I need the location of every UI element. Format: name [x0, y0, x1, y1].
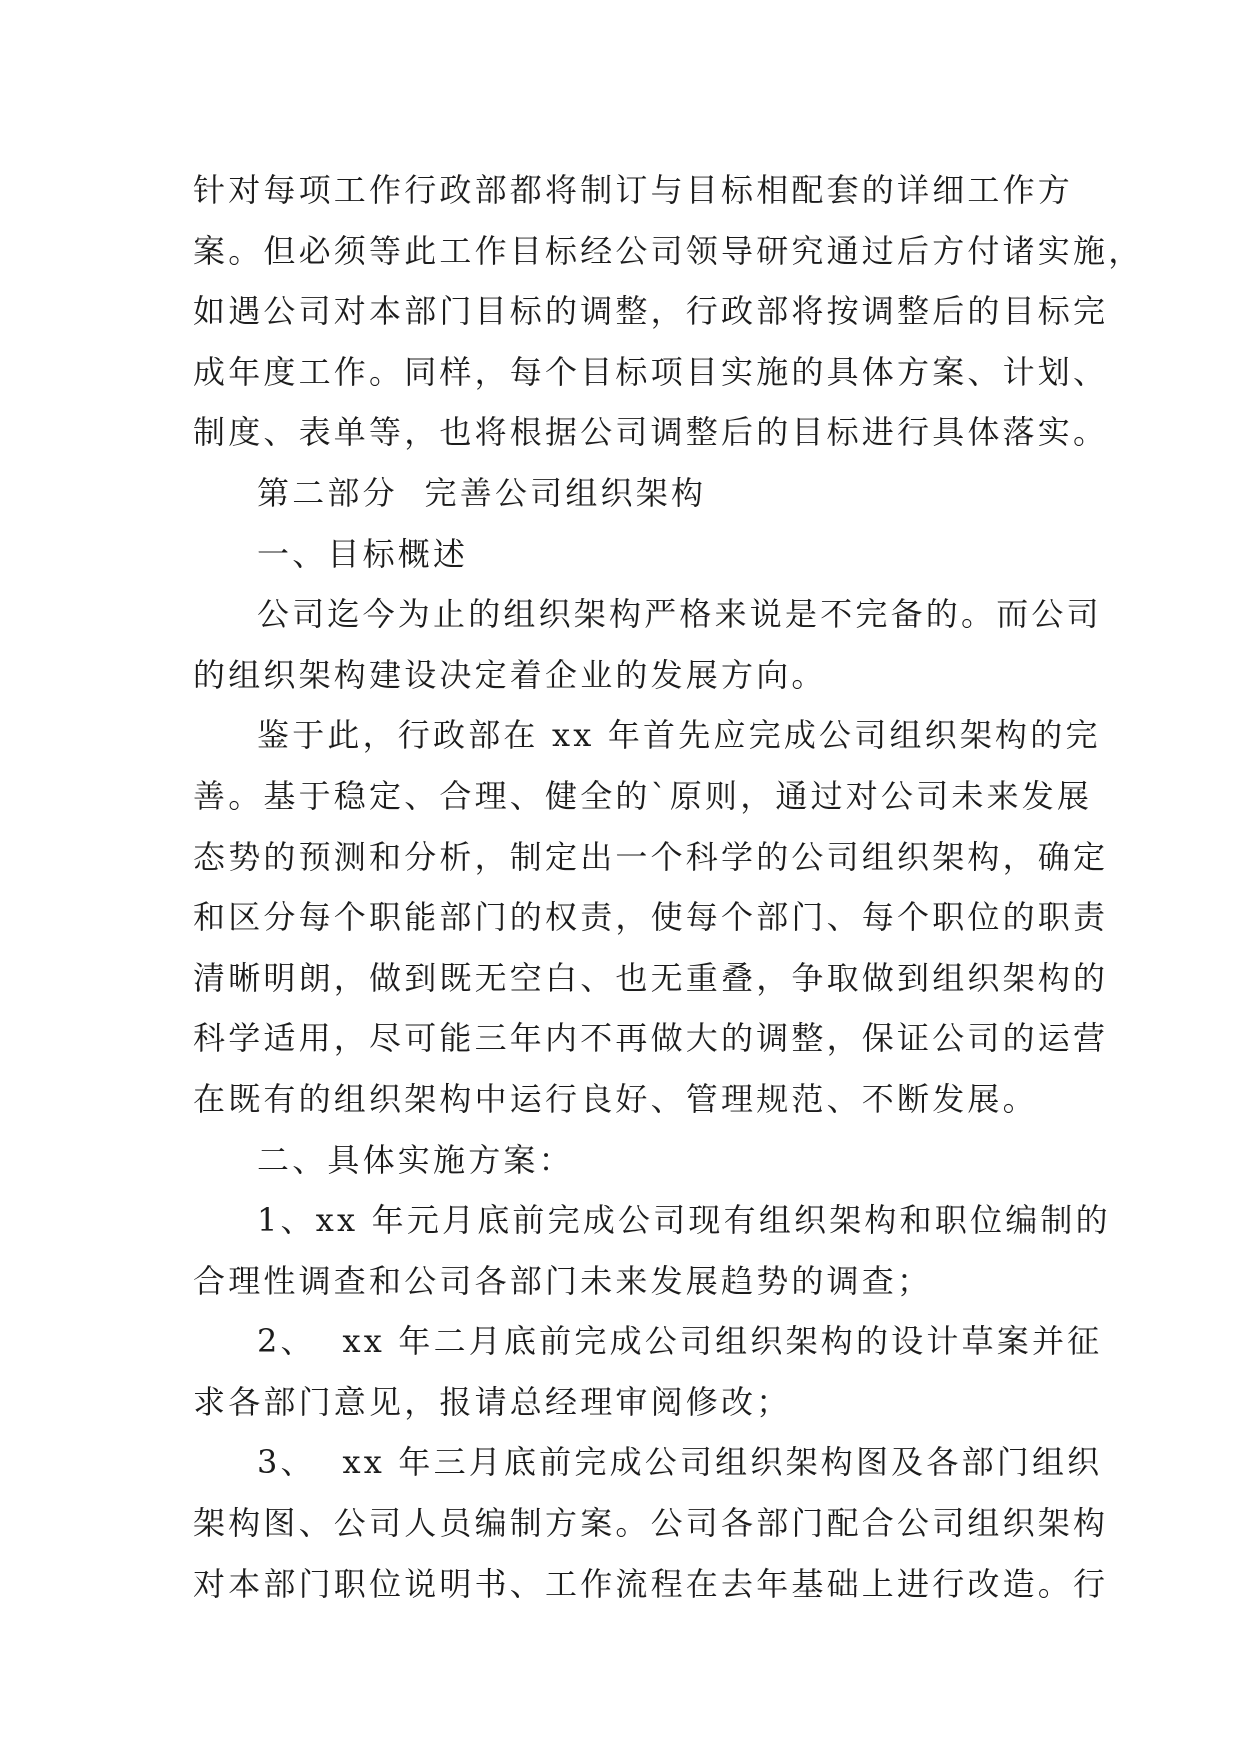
document-body — [193, 160, 1144, 1614]
text-line: 的组织架构建设决定着企业的发展方向。 — [193, 655, 827, 694]
text-line: 案。但必须等此工作目标经公司领导研究通过后方付诸实施， — [193, 231, 1144, 270]
list-item-line: 2、 xx 年二月底前完成公司组织架构的设计草案并征 — [257, 1322, 1103, 1361]
text-line: 清晰明朗，做到既无空白、也无重叠，争取做到组织架构的 — [193, 958, 1109, 997]
text-line: 求各部门意见，报请总经理审阅修改； — [193, 1382, 792, 1421]
text-line: 架构图、公司人员编制方案。公司各部门配合公司组织架构 — [193, 1504, 1109, 1543]
text-line: 鉴于此，行政部在 xx 年首先应完成公司组织架构的完 — [257, 716, 1101, 755]
text-line: 成年度工作。同样，每个目标项目实施的具体方案、计划、 — [193, 352, 1109, 391]
text-line: 在既有的组织架构中运行良好、管理规范、不断发展。 — [193, 1079, 1038, 1118]
text-line: 如遇公司对本部门目标的调整，行政部将按调整后的目标完 — [193, 292, 1109, 331]
text-line: 合理性调查和公司各部门未来发展趋势的调查； — [193, 1261, 933, 1300]
text-line: 善。基于稳定、合理、健全的`原则，通过对公司未来发展 — [193, 776, 1093, 815]
subsection-heading: 二、具体实施方案： — [257, 1140, 574, 1179]
subsection-heading: 一、目标概述 — [257, 534, 469, 573]
text-line: 对本部门职位说明书、工作流程在去年基础上进行改造。行 — [193, 1564, 1109, 1603]
text-line: 科学适用，尽可能三年内不再做大的调整，保证公司的运营 — [193, 1019, 1109, 1058]
text-line: 和区分每个职能部门的权责，使每个部门、每个职位的职责 — [193, 898, 1109, 937]
list-item-line: 1、xx 年元月底前完成公司现有组织架构和职位编制的 — [257, 1201, 1111, 1240]
section-heading: 第二部分 完善公司组织架构 — [257, 473, 707, 512]
text-line: 态势的预测和分析，制定出一个科学的公司组织架构，确定 — [193, 837, 1109, 876]
text-line: 针对每项工作行政部都将制订与目标相配套的详细工作方 — [193, 171, 1074, 209]
list-item-line: 3、 xx 年三月底前完成公司组织架构图及各部门组织 — [257, 1443, 1103, 1482]
text-line: 公司迄今为止的组织架构严格来说是不完备的。而公司 — [257, 595, 1102, 634]
text-line: 制度、表单等，也将根据公司调整后的目标进行具体落实。 — [193, 413, 1109, 452]
